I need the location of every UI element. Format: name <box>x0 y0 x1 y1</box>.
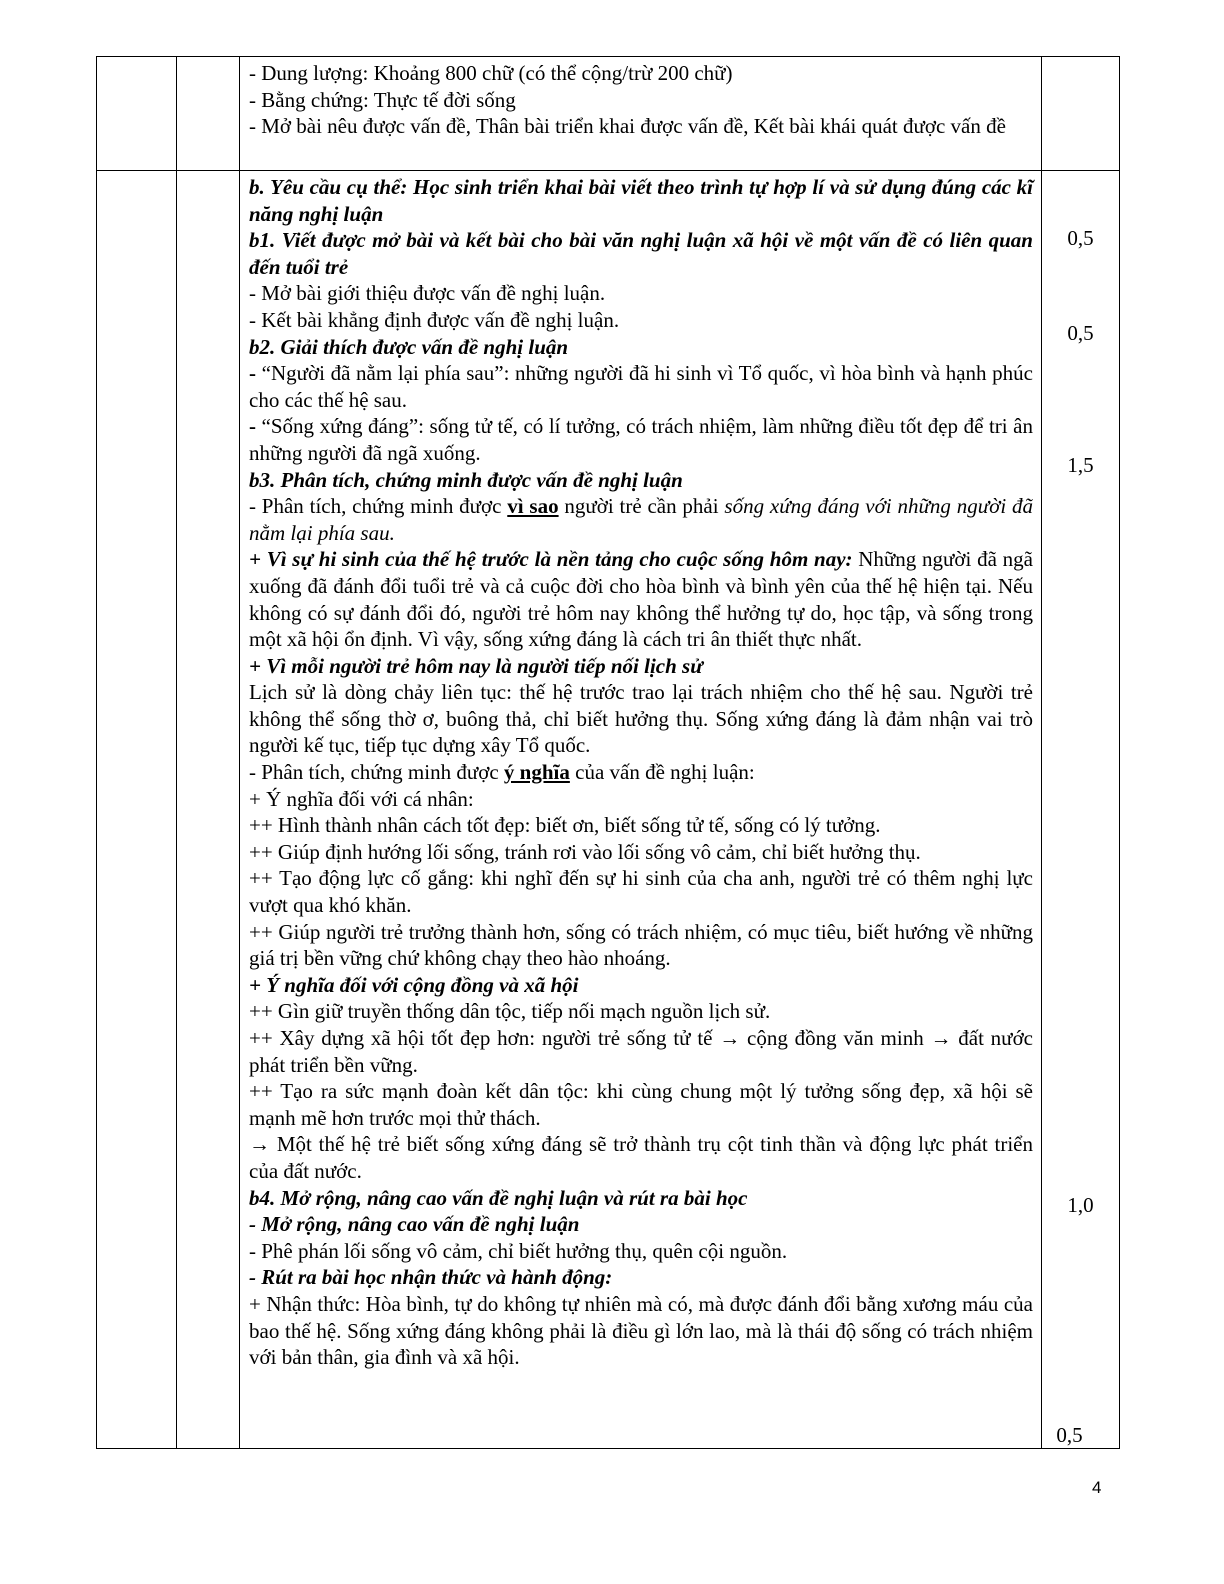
content-cell <box>240 171 1042 1449</box>
b2-item-text: “Sống xứng đáng”: sống tử tế, có lí tưởng, có trách nhiệm, làm những điều tốt đẹp để tri ân những người đã ngã xuống. <box>249 414 1033 465</box>
meaning-post: của vấn đề nghị luận: <box>569 760 755 785</box>
section-b1-heading: b1. Viết được mở bài và kết bài cho bài văn nghị luận xã hội về một vấn đề có liên quan đến tuổi trẻ <box>249 228 1033 279</box>
score-b3: 1,5 <box>1067 453 1094 477</box>
score-b3-meaning: 1,0 <box>1067 1193 1094 1217</box>
b2-dash: - <box>249 361 256 386</box>
table-row <box>97 57 1120 171</box>
reason-heading: + Vì mỗi người trẻ hôm nay là người tiếp nối lịch sử <box>249 653 703 678</box>
b4-subheading: - Mở rộng, nâng cao vấn đề nghị luận <box>249 1212 580 1237</box>
b4-text: - Phê phán lối sống vô cảm, chỉ biết hưởng thụ, quên cội nguồn. <box>249 1238 788 1263</box>
personal-meaning-item: ++ Giúp định hướng lối sống, tránh rơi vào lối sống vô cảm, chỉ biết hưởng thụ. <box>249 839 921 864</box>
reason-heading: + Vì sự hi sinh của thế hệ trước là nền tảng cho cuộc sống hôm nay: <box>249 547 853 572</box>
reason-paragraph <box>249 546 1033 652</box>
score-b4: 0,5 <box>1056 1423 1083 1447</box>
section-b3-heading: b3. Phân tích, chứng minh được vấn đề nghị luận <box>249 467 683 492</box>
page-number: 4 <box>1092 1478 1102 1497</box>
requirement-evidence: - Bằng chứng: Thực tế đời sống <box>249 87 516 112</box>
part-cell <box>177 171 240 1449</box>
table-row <box>97 171 1120 1449</box>
b2-item <box>249 360 1033 413</box>
part-cell <box>177 57 240 171</box>
b2-item-text: “Người đã nằm lại phía sau”: những người đã hi sinh vì Tổ quốc, vì hòa bình và hạnh phúc cho các thế hệ sau. <box>249 361 1033 412</box>
b1-item: - Kết bài khẳng định được vấn đề nghị luận. <box>249 307 620 332</box>
reason-text: Những người đã ngã xuống đã đánh đổi tuổi trẻ và cả cuộc đời cho hòa bình và bình yên của thế hệ hiện tại. Nếu không có sự đánh đổi đó, người trẻ hôm nay không thể hưởng tự do, học tập, và sống trong một xã hội ổn định. Vì vậy, sống xứng đáng là cách tri ân thiết thực nhất. <box>249 547 1033 652</box>
b2-dash: - <box>249 414 256 439</box>
reason-text: Lịch sử là dòng chảy liên tục: thế hệ trước trao lại trách nhiệm cho thế hệ sau. Người trẻ không thể sống thờ ơ, buông thả, chỉ biết hưởng thụ. Sống xứng đáng là đảm nhận vai trò người kế tục, tiếp tục dựng xây Tổ quốc. <box>249 680 1033 758</box>
meaning-underline: ý nghĩa <box>503 760 570 785</box>
question-cell <box>97 57 177 171</box>
b2-item <box>249 413 1033 466</box>
question-cell <box>97 171 177 1449</box>
b3-intro <box>249 493 1033 546</box>
personal-meaning-heading: + Ý nghĩa đối với cá nhân: <box>249 786 474 811</box>
section-b2-heading: b2. Giải thích được vấn đề nghị luận <box>249 334 569 359</box>
b3-intro-pre: - Phân tích, chứng minh được <box>249 494 508 519</box>
score-cell <box>1042 57 1120 171</box>
b4-subheading: - Rút ra bài học nhận thức và hành động: <box>249 1265 613 1290</box>
community-meaning-item: ++ Tạo ra sức mạnh đoàn kết dân tộc: khi cùng chung một lý tưởng sống đẹp, xã hội sẽ mạnh mẽ hơn trước mọi thử thách. <box>249 1079 1033 1130</box>
b3-intro-italic: sống xứng đáng với những người đã nằm lại phía sau. <box>249 494 1034 545</box>
personal-meaning-item: ++ Hình thành nhân cách tốt đẹp: biết ơn, biết sống tử tế, sống có lý tưởng. <box>249 813 881 838</box>
answer-key-table <box>96 56 1120 1449</box>
requirement-structure: - Mở bài nêu được vấn đề, Thân bài triển khai được vấn đề, Kết bài khái quát được vấn đề <box>249 114 1006 139</box>
b3-intro-underline: vì sao <box>507 494 559 519</box>
b4-text: + Nhận thức: Hòa bình, tự do không tự nhiên mà có, mà được đánh đổi bằng xương máu của bao thế hệ. Sống xứng đáng không phải là điều gì lớn lao, mà là thái độ sống có trách nhiệm với bản thân, gia đình và xã hội. <box>249 1291 1033 1370</box>
personal-meaning-item: ++ Tạo động lực cố gắng: khi nghĩ đến sự hi sinh của cha anh, người trẻ có thêm nghị lực vượt qua khó khăn. <box>249 866 1033 918</box>
score-cell <box>1042 171 1120 1449</box>
requirement-length: - Dung lượng: Khoảng 800 chữ (có thể cộng/trừ 200 chữ) <box>249 61 733 85</box>
community-meaning-item: ++ Xây dựng xã hội tốt đẹp hơn: người trẻ sống tử tế → cộng đồng văn minh → đất nước phát triển bền vững. <box>249 1026 1033 1077</box>
community-meaning-item: → Một thế hệ trẻ biết sống xứng đáng sẽ trở thành trụ cột tinh thần và động lực phát triển của đất nước. <box>249 1132 1033 1183</box>
score-b1: 0,5 <box>1067 226 1094 250</box>
personal-meaning-item: ++ Giúp người trẻ trưởng thành hơn, sống có trách nhiệm, có mục tiêu, biết hướng về những giá trị bền vững chứ không chạy theo hào nhoáng. <box>249 919 1033 971</box>
b3-intro-mid: người trẻ cần phải <box>558 494 725 519</box>
section-b4-heading: b4. Mở rộng, nâng cao vấn đề nghị luận và rút ra bài học <box>249 1185 748 1210</box>
community-meaning-heading: + Ý nghĩa đối với cộng đồng và xã hội <box>249 972 579 997</box>
meaning-intro <box>249 759 1033 786</box>
section-b-heading: b. Yêu cầu cụ thể: Học sinh triển khai bài viết theo trình tự hợp lí và sử dụng đúng các kĩ năng nghị luận <box>249 175 1033 226</box>
content-cell <box>240 57 1042 171</box>
meaning-pre: - Phân tích, chứng minh được <box>249 760 504 785</box>
community-meaning-item: ++ Gìn giữ truyền thống dân tộc, tiếp nối mạch nguồn lịch sử. <box>249 999 771 1024</box>
b1-item: - Mở bài giới thiệu được vấn đề nghị luận. <box>249 281 606 306</box>
score-b2: 0,5 <box>1067 321 1094 345</box>
